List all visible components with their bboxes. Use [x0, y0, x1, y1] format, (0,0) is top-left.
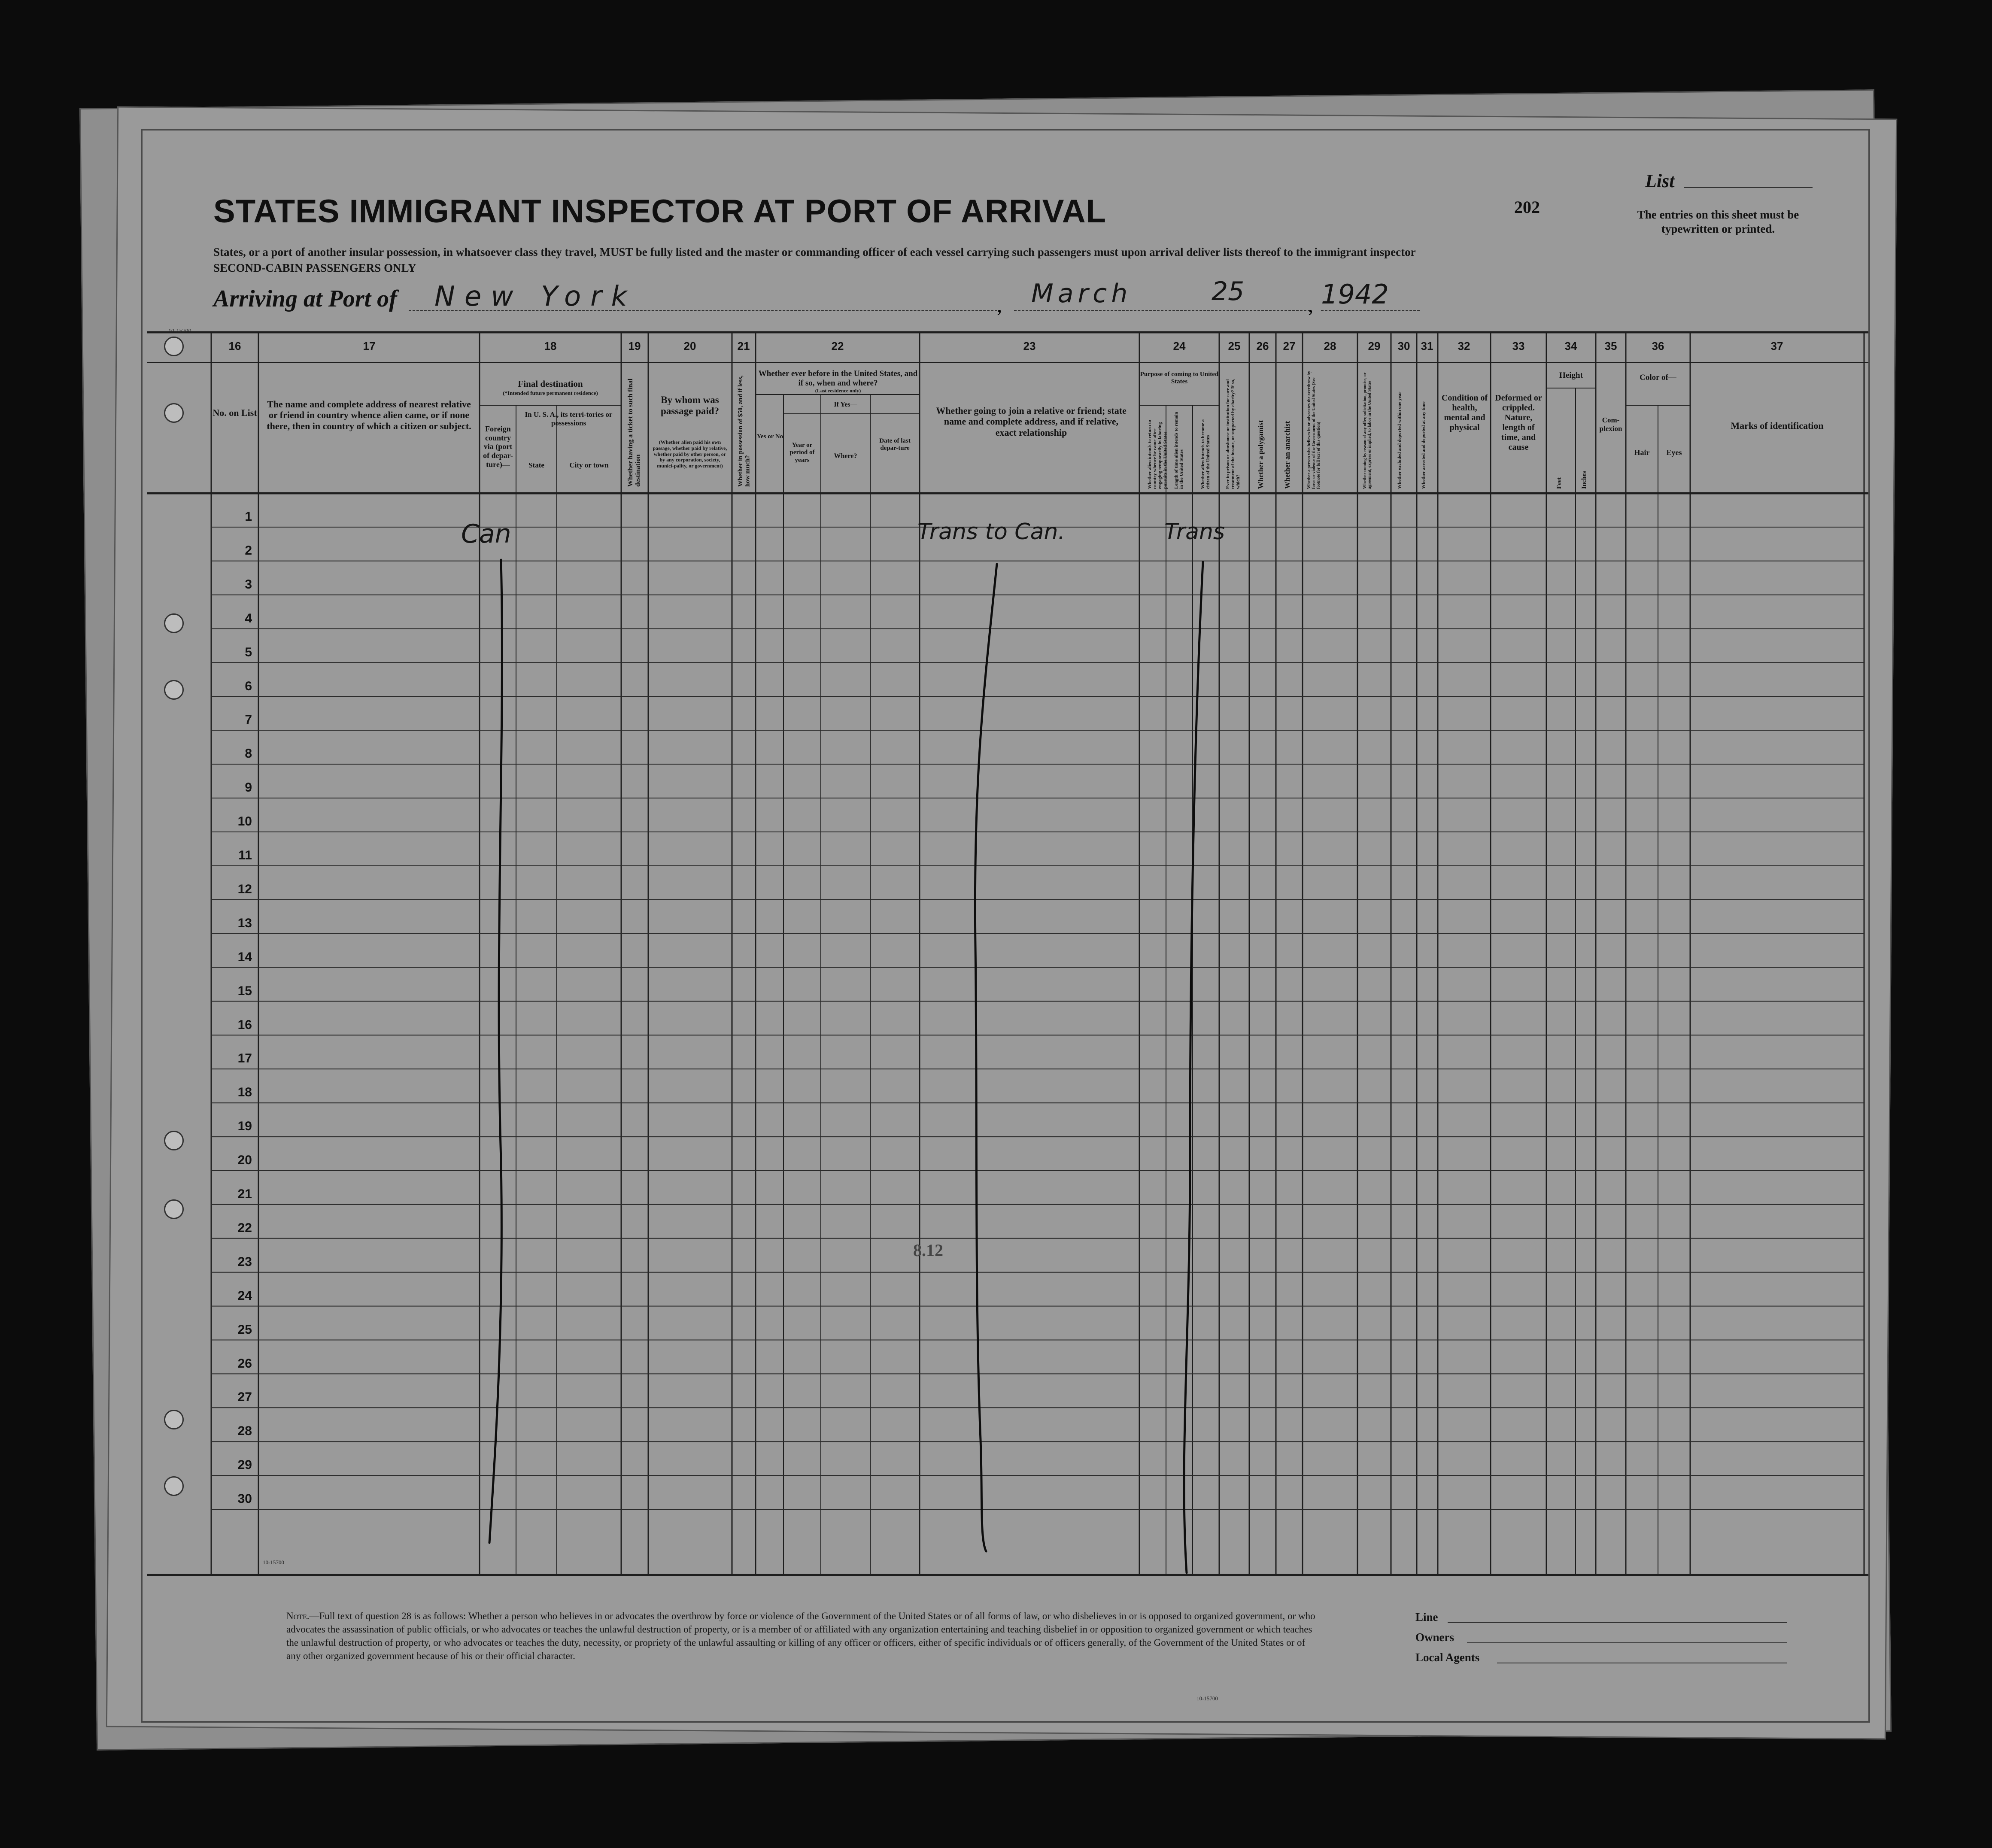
- col22-ifyes: If Yes—: [834, 401, 857, 408]
- row-number: 24: [237, 1288, 252, 1303]
- row-number: 20: [237, 1153, 252, 1168]
- col18-header: Final destination: [518, 379, 583, 389]
- row-number: 29: [237, 1458, 252, 1472]
- row1-purpose: Trans: [1164, 519, 1225, 545]
- col18-state: State: [528, 461, 544, 469]
- column-number: 37: [1770, 340, 1783, 352]
- col34-inches: Inches: [1581, 471, 1588, 489]
- row-number: 17: [237, 1051, 252, 1066]
- note-label: Note.: [286, 1611, 310, 1621]
- col22-years: Year or period of years: [790, 442, 815, 464]
- col34-header: Height: [1559, 371, 1583, 380]
- column-number: 27: [1283, 340, 1296, 352]
- col26-header: Whether a polygamist: [1257, 420, 1265, 489]
- col18-usa: In U. S. A., its terri-tories or possessions: [525, 410, 613, 427]
- row-number: 12: [237, 882, 252, 896]
- col36-header: Color of—: [1640, 373, 1676, 382]
- row-number: 1: [245, 510, 252, 524]
- manifest-sheet: [141, 129, 1870, 1723]
- page-number: 202: [1514, 197, 1540, 217]
- column-number: 22: [831, 340, 844, 352]
- column-number: 16: [228, 340, 241, 352]
- footnote: [286, 1609, 1317, 1663]
- column-number: 34: [1564, 340, 1577, 352]
- column-number: 28: [1324, 340, 1336, 352]
- column-number: 21: [737, 340, 750, 352]
- col21-header: Whether in possession of $50, and if less, how much?: [737, 375, 751, 487]
- row-number: 5: [245, 645, 252, 659]
- col29-header: Whether coming by reason of any offer, solicitation, promise, or agreement, express or implied, to labor in the United States: [1363, 372, 1372, 489]
- col28-header: Whether a person who believes in or advocates the overthrow by force or violence of the Government of the United States (See footnote for full text of this question): [1307, 371, 1321, 489]
- year-handwritten: 1942: [1321, 279, 1389, 310]
- col22-date: Date of last depar-ture: [879, 437, 911, 452]
- col20-subheader: (Whether alien paid his own passage, whether paid by relative, whether paid by other person, or by any corporation, society, munici-pality, or government): [653, 439, 727, 469]
- row-number: 25: [237, 1322, 252, 1337]
- comma: ,: [1308, 294, 1313, 317]
- column-number: 36: [1652, 340, 1664, 352]
- passenger-class-label: SECOND-CABIN PASSENGERS ONLY: [213, 261, 416, 274]
- line-label: Line: [1415, 1611, 1438, 1623]
- port-handwritten: New York: [434, 281, 637, 313]
- col30-header: Whether excluded and deported within one year: [1397, 391, 1402, 489]
- typewritten-note: The entries on this sheet must be typewritten or printed.: [1637, 208, 1799, 235]
- col36-hair: Hair: [1634, 448, 1650, 457]
- row-number: 19: [237, 1119, 252, 1134]
- row-number: 28: [237, 1424, 252, 1438]
- form-number-top: 10-15700: [168, 328, 191, 334]
- arriving-label: Arriving at Port of: [213, 285, 397, 312]
- page-title: STATES IMMIGRANT INSPECTOR AT PORT OF ARRIVAL: [213, 193, 1107, 230]
- column-number: 32: [1458, 340, 1470, 352]
- col24-header: Purpose of coming to United States: [1140, 371, 1219, 385]
- list-label: List: [1645, 170, 1675, 191]
- owners-underline: [1467, 1642, 1787, 1643]
- row-number: 9: [245, 780, 252, 795]
- col20-header: By whom was passage paid?: [660, 394, 720, 417]
- row1-foreign-country: Can: [461, 519, 511, 549]
- col25-header: Ever in prison or almshouse or institution for care and treatment of the insane, or supported by charity? If so, which?: [1225, 379, 1241, 489]
- row-number: 18: [237, 1085, 252, 1100]
- col24-citizen: Whether alien intends to become a citizen of the United States: [1200, 419, 1211, 489]
- form-number-grid: 10-15700: [263, 1559, 284, 1566]
- row-number: 2: [245, 543, 252, 558]
- col17-header: The name and complete address of nearest relative or friend in country whence alien came, or if none there, then in country of which a citizen or subject.: [267, 399, 471, 431]
- column-number: 35: [1604, 340, 1617, 352]
- col34-feet: Feet: [1556, 477, 1563, 489]
- col32-header: Condition of health, mental and physical: [1441, 393, 1488, 432]
- col37-header: Marks of identification: [1731, 420, 1824, 431]
- row-number: 7: [245, 713, 252, 727]
- row-number: 16: [237, 1017, 252, 1032]
- faint-stamp: 8.12: [913, 1241, 943, 1260]
- day-handwritten: 25: [1212, 276, 1245, 306]
- row-number: 11: [238, 848, 252, 862]
- column-number: 25: [1228, 340, 1241, 352]
- row-number: 4: [245, 611, 252, 625]
- column-number: 33: [1512, 340, 1525, 352]
- row-number: 14: [237, 950, 252, 964]
- row1-joining: Trans to Can.: [917, 519, 1065, 545]
- manifest-grid: [143, 130, 1868, 1721]
- line-underline: [1448, 1622, 1787, 1623]
- column-number: 18: [544, 340, 557, 352]
- note-text: —Full text of question 28 is as follows: Whether a person who believes in or advocates the overthrow by force or violence of the Government of the United States or of all forms of law, or who disbelieves in or is opposed to organized government, or who advocates the assassination of public officials, or who advocates or teaches the unlawful destruction of property, or is a member of or affiliated with any organization entertaining and teaching disbelief in or opposition to organized government or which teaches the unlawful destruction of property, or who advocates or teaches the duty, necessity, or propriety of the unlawful assaulting or killing of any officer or officers, either of specific individuals or of officers generally, of the Government of the United States or of any other organized government because of his or their official character.: [286, 1611, 1315, 1661]
- row-number: 27: [237, 1390, 252, 1405]
- col33-header: Deformed or crippled. Nature, length of time, and cause: [1495, 393, 1542, 452]
- col27-header: Whether an anarchist: [1283, 421, 1291, 489]
- column-number: 23: [1023, 340, 1036, 352]
- column-number: 26: [1256, 340, 1269, 352]
- col36-eyes: Eyes: [1666, 448, 1682, 457]
- col22-header: Whether ever before in the United States, and if so, when and where?: [758, 369, 918, 388]
- row-number: 22: [237, 1220, 252, 1235]
- row-number: 6: [245, 679, 252, 693]
- row-number: 10: [237, 814, 252, 829]
- column-number: 31: [1421, 340, 1433, 352]
- owners-label: Owners: [1415, 1631, 1454, 1644]
- col22-yesno: Yes or No: [756, 433, 783, 440]
- col16-header: No. on List: [213, 407, 257, 418]
- column-number: 17: [363, 340, 376, 352]
- month-handwritten: March: [1031, 279, 1132, 309]
- column-number: 30: [1397, 340, 1410, 352]
- row-number: 21: [237, 1187, 252, 1201]
- column-number: 24: [1173, 340, 1186, 352]
- col18-city: City or town: [569, 461, 609, 469]
- col24-length: Length of time alien intends to remain in the United States: [1174, 412, 1184, 489]
- col24-return: Whether alien intends to return to country whence he came after engaging temporarily in laboring pursuits in the United States: [1147, 420, 1168, 489]
- column-number: 20: [683, 340, 696, 352]
- col19-header: Whether having a ticket to such final destination: [627, 378, 642, 487]
- row-number: 3: [245, 577, 252, 592]
- col31-header: Whether arrested and deported at any time: [1421, 401, 1426, 489]
- row-number: 13: [237, 916, 252, 930]
- col18-foreign: Foreign country via (port of depar-ture)—: [483, 425, 513, 469]
- row-number: 30: [237, 1492, 252, 1506]
- col18-subheader: (*Intended future permanent residence): [503, 390, 598, 396]
- agents-label: Local Agents: [1415, 1651, 1480, 1664]
- row-number: 8: [245, 746, 252, 761]
- column-number: 19: [628, 340, 641, 352]
- row-number: 23: [237, 1254, 252, 1269]
- form-number-footer: 10-15700: [1196, 1695, 1218, 1702]
- instructions-text: States, or a port of another insular possession, in whatsoever class they travel, MUST be fully listed and the master or commanding officer of each vessel carrying such passengers must upon arrival deliver lists thereof to the immigrant inspector: [213, 246, 1416, 258]
- column-number: 29: [1368, 340, 1381, 352]
- col22-where: Where?: [834, 452, 857, 460]
- row-number: 15: [237, 983, 252, 998]
- row-number: 26: [237, 1356, 252, 1371]
- col22-subheader: (Last residence only): [815, 388, 861, 394]
- col23-header: Whether going to join a relative or friend; state name and complete address, and if relative, exact relationship: [936, 405, 1127, 438]
- col35-header: Com-plexion: [1599, 416, 1622, 433]
- comma: ,: [997, 294, 1002, 317]
